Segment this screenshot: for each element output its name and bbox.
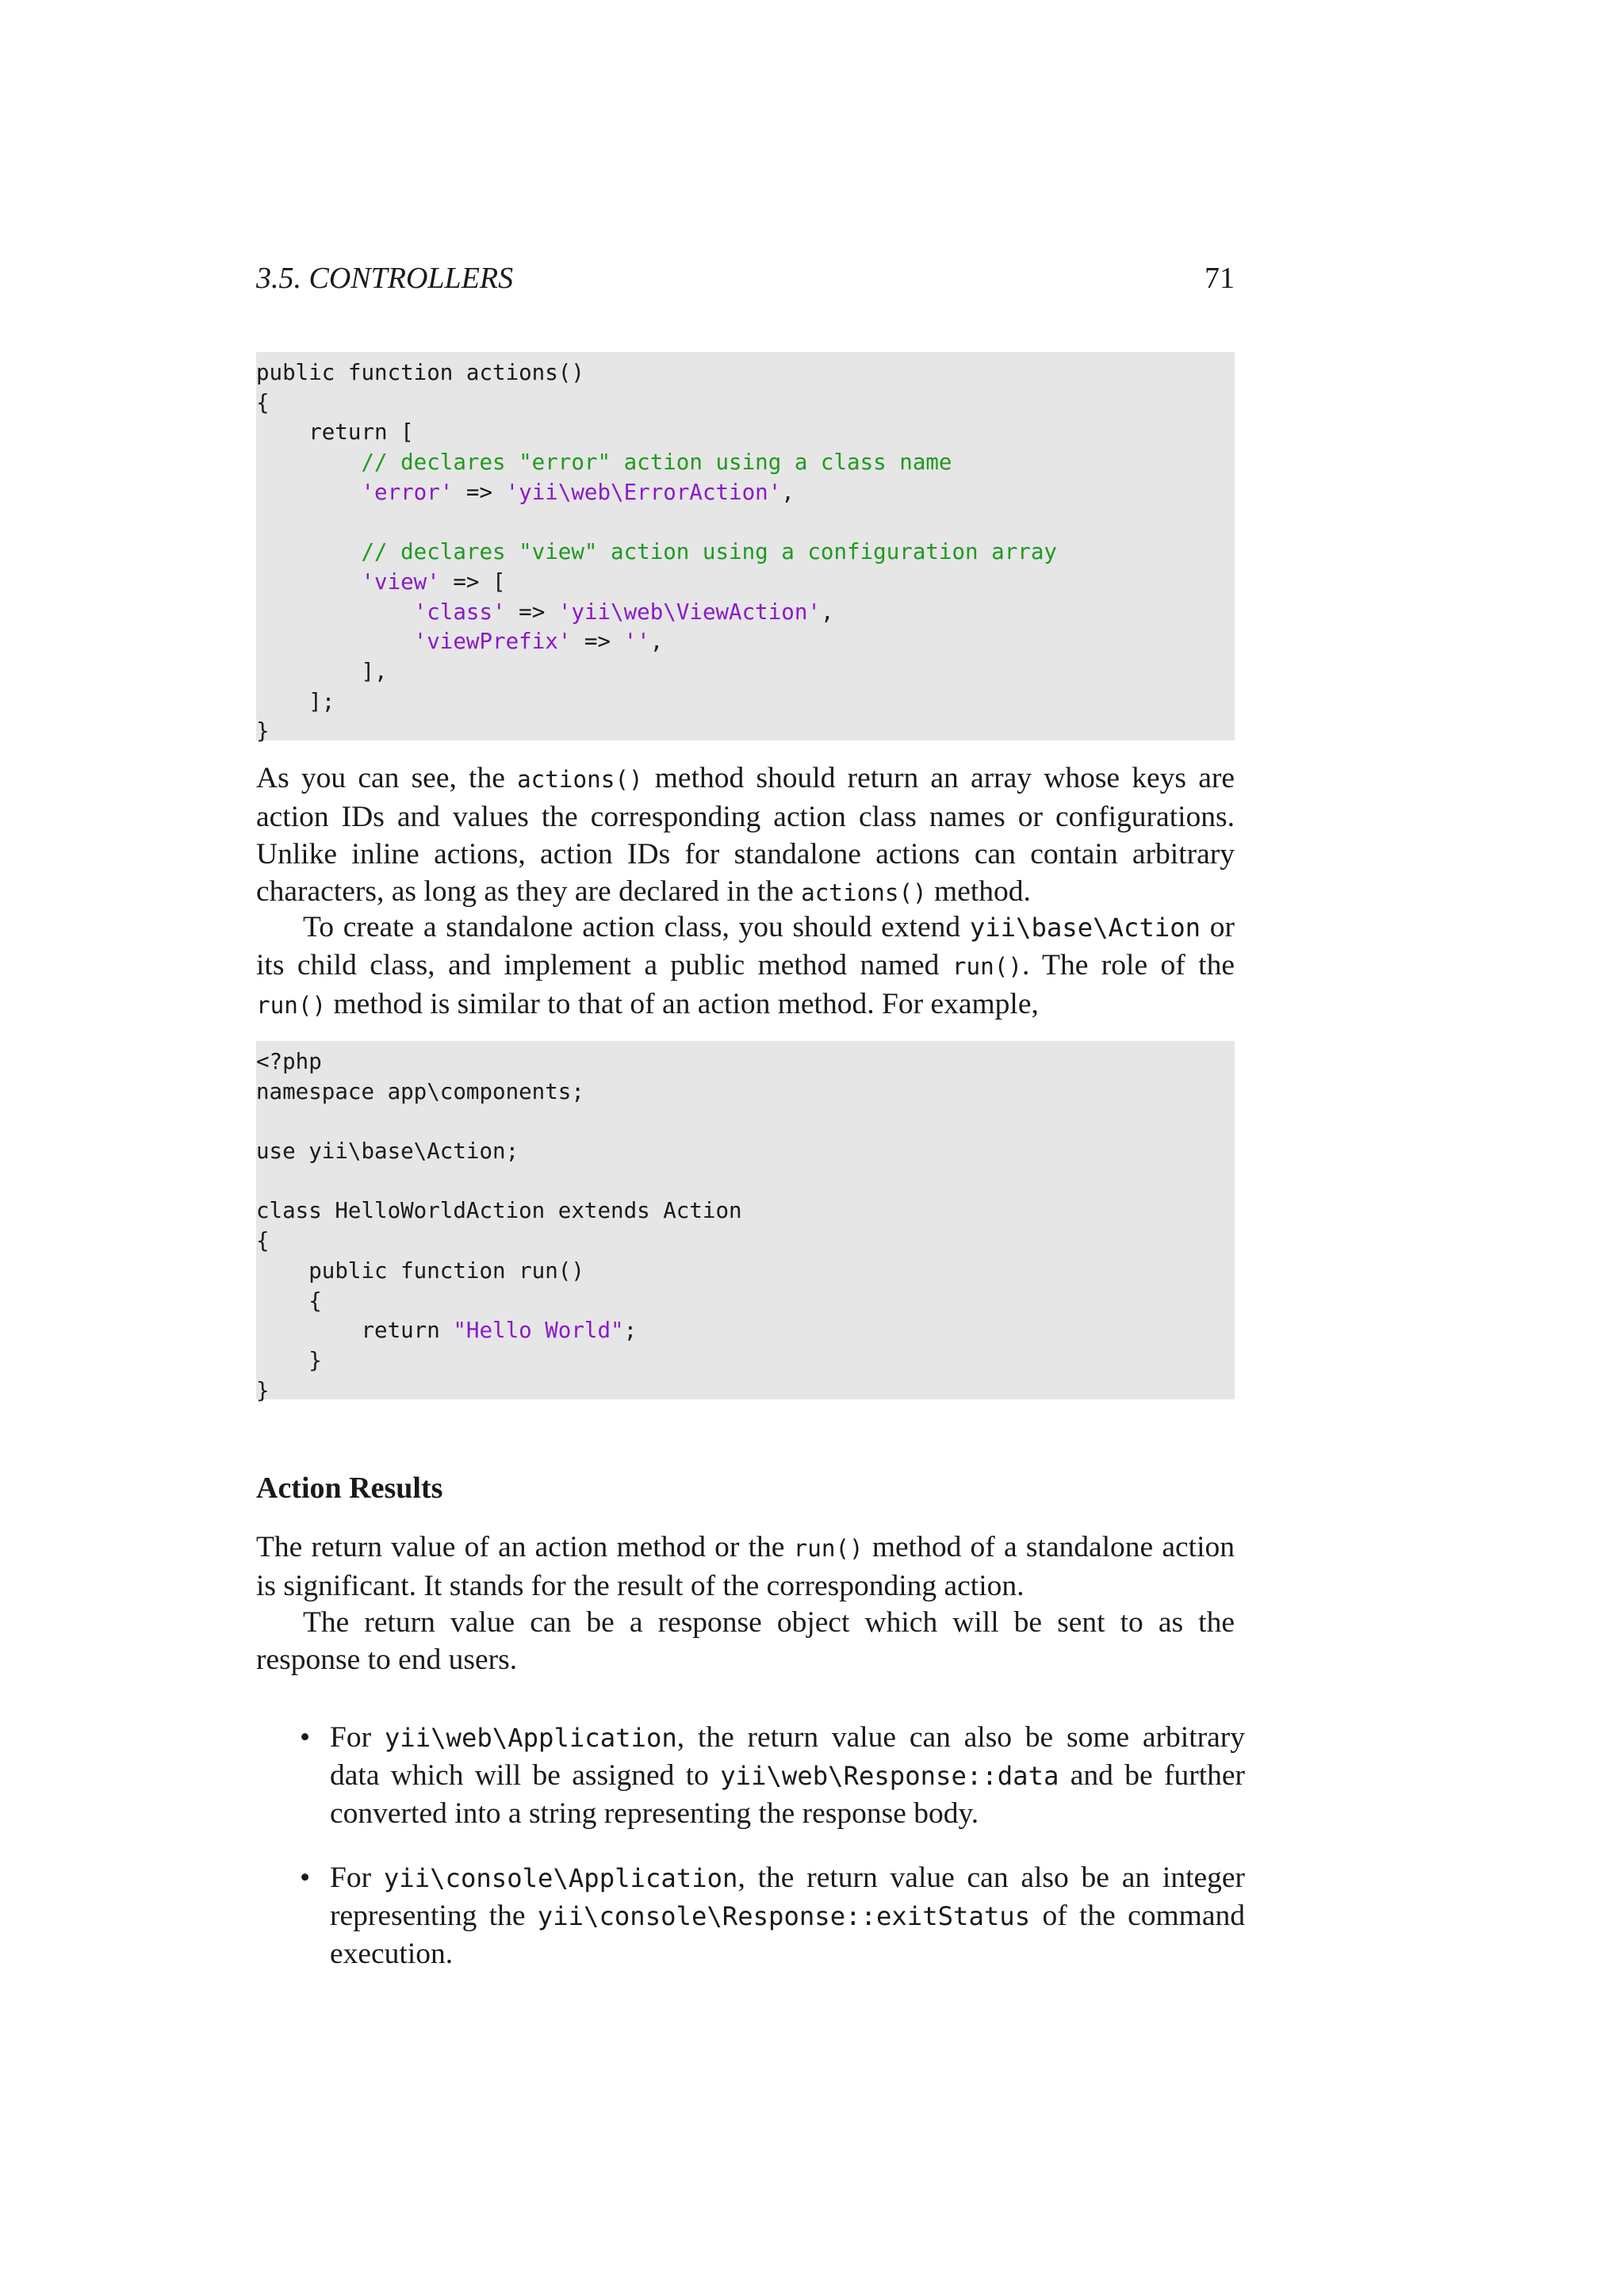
code-block-helloworld: [256, 1041, 1235, 1403]
page-number: 71: [1205, 262, 1235, 295]
inline-code: yii\web\Application: [384, 1723, 677, 1753]
code-string: 'yii\web\ViewAction': [557, 599, 821, 625]
code-line: [256, 538, 1235, 568]
code-line: 'viewPrefix' => '',: [413, 629, 664, 655]
code-line: class HelloWorldAction extends Action: [256, 1198, 742, 1224]
code-line: }: [256, 718, 270, 744]
code-line: {: [256, 389, 270, 415]
code-line: return [: [256, 419, 414, 446]
code-string: 'yii\web\ErrorAction': [505, 479, 782, 505]
code-line: }: [256, 1377, 270, 1403]
code-line: 'error' => 'yii\web\ErrorAction',: [361, 479, 795, 505]
section-heading: Action Results: [256, 1471, 443, 1505]
paragraph: As you can see, the actions() method should return an array whose keys are action IDs and values the corresponding action class names or configurations. Unlike inline actions, action IDs for standalone actions can contain arbitrary characters, as long as they are declared in the actions() method.: [256, 762, 1235, 908]
code-line: }: [256, 1347, 322, 1373]
code-line: return "Hello World";: [256, 1318, 638, 1344]
inline-code: run(): [793, 1535, 864, 1562]
code-line: [256, 1107, 1235, 1137]
bullet-item: • For yii\web\Application, the return value can also be some arbitrary data which will be assigned to yii\web\Response::data and be further converted into a string representing the response body.: [330, 1719, 1245, 1832]
inline-code: yii\base\Action: [969, 913, 1201, 943]
code-line: ];: [256, 688, 335, 714]
code-line: {: [256, 1228, 270, 1254]
code-line: <?php: [256, 1049, 322, 1074]
code-line: [256, 448, 1235, 478]
code-string: 'view': [361, 568, 440, 595]
paragraph: To create a standalone action class, you should extend yii\base\Action or its child class, and implement a public method named run(). The role of the run() method is similar to that of an action method. For example,: [256, 911, 1235, 1020]
code-line: public function actions(): [256, 360, 584, 385]
inline-code: yii\console\Response::exitStatus: [537, 1901, 1031, 1931]
paragraph: The return value of an action method or the run() method of a standalone action is significant. It stands for the result of the corresponding action.: [256, 1531, 1235, 1602]
code-line: use yii\base\Action;: [256, 1138, 519, 1165]
code-line: public function run(): [256, 1257, 584, 1284]
inline-code: actions(): [801, 879, 927, 906]
code-string: 'error': [361, 479, 454, 505]
code-line: 'class' => 'yii\web\ViewAction',: [413, 599, 834, 625]
paragraph: The return value can be a response object which will be sent to as the response to end users.: [256, 1606, 1235, 1676]
code-line: 'view' => [: [361, 568, 506, 595]
code-line: namespace app\components;: [256, 1078, 584, 1104]
code-line: {: [256, 1288, 322, 1314]
code-line: [256, 1167, 1235, 1197]
inline-code: run(): [256, 992, 327, 1019]
code-comment: // declares "error" action using a class name: [361, 450, 952, 476]
inline-code: yii\web\Response::data: [720, 1761, 1059, 1791]
bullet-item: • For yii\console\Application, the return value can also be an integer representing the yii\console\Response::exitStatus of the command execution.: [330, 1859, 1245, 1973]
code-line: ],: [256, 658, 388, 684]
bullet-icon: •: [300, 1862, 311, 1894]
inline-code: yii\console\Application: [383, 1863, 738, 1893]
code-string: 'class': [413, 599, 506, 625]
code-string: "Hello World": [453, 1318, 624, 1344]
code-string: '': [623, 629, 650, 655]
inline-code: run(): [952, 953, 1022, 980]
bullet-icon: •: [300, 1721, 311, 1754]
code-string: 'viewPrefix': [413, 629, 572, 655]
inline-code: actions(): [517, 766, 643, 793]
code-line: [256, 507, 1235, 538]
code-comment: // declares "view" action using a configuration array: [361, 539, 1057, 565]
section-label: 3.5. CONTROLLERS: [256, 262, 514, 295]
code-block-actions: [256, 352, 1235, 744]
running-header: [256, 258, 1235, 298]
